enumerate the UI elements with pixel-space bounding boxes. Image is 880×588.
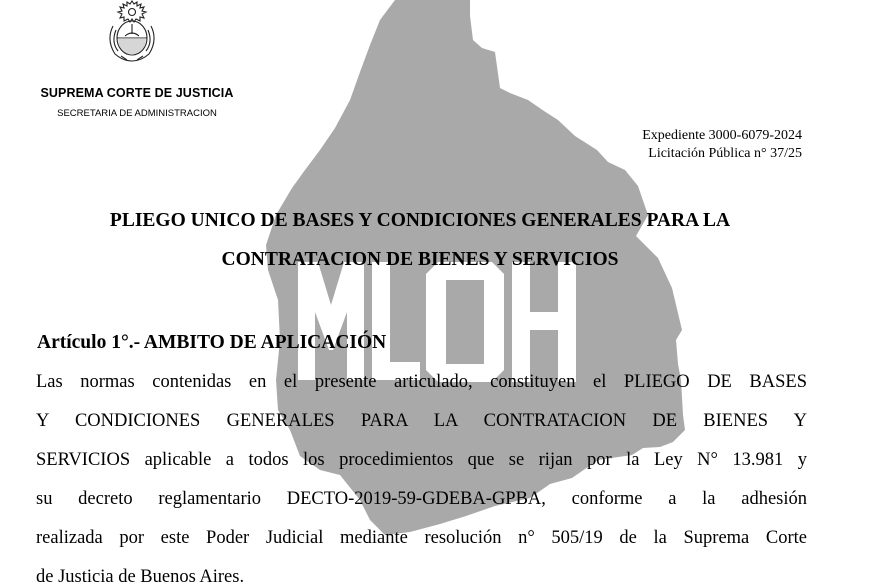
org-name: SUPREMA CORTE DE JUSTICIA (40, 86, 234, 100)
article-body-line: SERVICIOS aplicable a todos los procedimientos que se rijan por la Ley N° 13.981 y (36, 450, 807, 470)
article-body-line: Las normas contenidas en el presente articulado, constituyen el PLIEGO DE BASES (36, 372, 807, 392)
article-body-line: su decreto reglamentario DECTO-2019-59-GDEBA-GPBA, conforme a la adhesión (36, 489, 807, 509)
article-heading: Artículo 1°.- AMBITO DE APLICACIÓN (37, 332, 387, 353)
document-title-line-2: CONTRATACION DE BIENES Y SERVICIOS (221, 249, 619, 270)
article-body-line: de Justicia de Buenos Aires. (36, 567, 245, 587)
article-body-line: realizada por este Poder Judicial mediante resolución n° 505/19 de la Suprema Corte (36, 528, 807, 548)
licitacion-number: Licitación Pública n° 37/25 (648, 146, 802, 161)
org-subtitle: SECRETARIA DE ADMINISTRACION (57, 108, 217, 119)
expediente-number: Expediente 3000-6079-2024 (642, 128, 802, 143)
article-body-line: Y CONDICIONES GENERALES PARA LA CONTRATACION DE BIENES Y (36, 411, 807, 431)
document-title-line-1: PLIEGO UNICO DE BASES Y CONDICIONES GENERALES PARA LA (109, 210, 731, 231)
court-seal-icon (103, 0, 161, 62)
